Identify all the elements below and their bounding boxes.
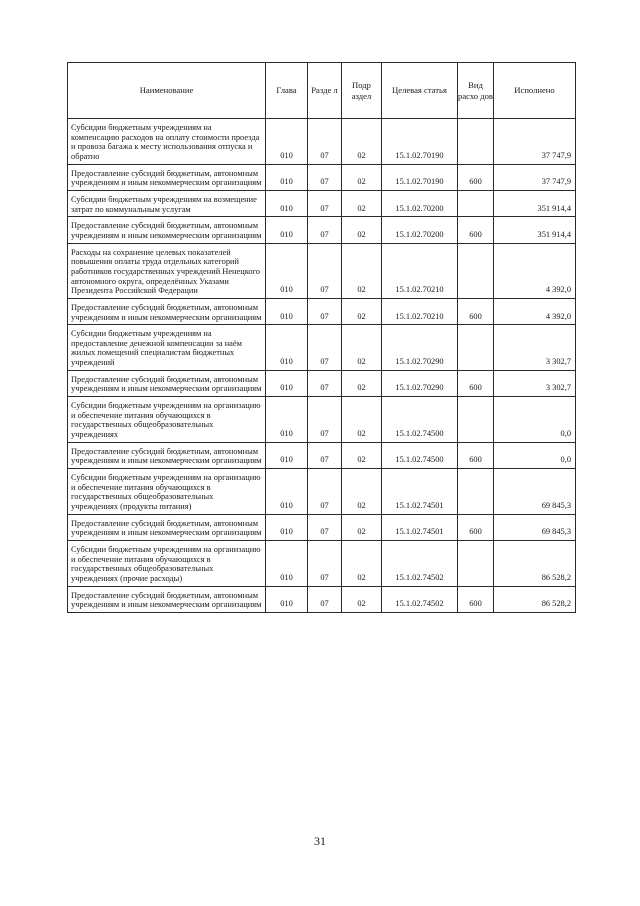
cell-section: 07 [308, 540, 342, 586]
cell-name: Субсидии бюджетным учреждениям на организацию и обеспечение питания обучающихся в государственных общеобразовательных учреждениях [68, 397, 266, 443]
cell-name: Предоставление субсидий бюджетным, автономным учреждениям и иным некоммерческим организациям [68, 514, 266, 540]
cell-executed: 37 747,9 [494, 164, 576, 190]
cell-subsection: 02 [342, 397, 382, 443]
header-target: Целевая статья [382, 63, 458, 119]
cell-chapter: 010 [266, 540, 308, 586]
table-row [68, 397, 576, 443]
cell-executed: 3 302,7 [494, 370, 576, 396]
cell-subsection: 02 [342, 243, 382, 298]
cell-chapter: 010 [266, 370, 308, 396]
cell-expense-type [458, 397, 494, 443]
cell-chapter: 010 [266, 298, 308, 324]
cell-expense-type [458, 540, 494, 586]
cell-expense-type: 600 [458, 298, 494, 324]
cell-name: Предоставление субсидий бюджетным, автономным учреждениям и иным некоммерческим организациям [68, 298, 266, 324]
cell-target: 15.1.02.70200 [382, 217, 458, 243]
cell-executed: 4 392,0 [494, 243, 576, 298]
cell-chapter: 010 [266, 397, 308, 443]
cell-name: Субсидии бюджетным учреждениям на предоставление денежной компенсации за наём жилых помещений специалистам бюджетных учреждений [68, 325, 266, 371]
cell-section: 07 [308, 514, 342, 540]
table-row [68, 469, 576, 515]
cell-subsection: 02 [342, 586, 382, 612]
cell-subsection: 02 [342, 370, 382, 396]
cell-executed: 0,0 [494, 397, 576, 443]
cell-executed: 3 302,7 [494, 325, 576, 371]
header-name: Наименование [68, 63, 266, 119]
cell-name: Субсидии бюджетным учреждениям на организацию и обеспечение питания обучающихся в государственных общеобразовательных учреждениях (продукты питания) [68, 469, 266, 515]
cell-subsection: 02 [342, 190, 382, 216]
header-section: Разде л [308, 63, 342, 119]
cell-chapter: 010 [266, 164, 308, 190]
cell-target: 15.1.02.70210 [382, 298, 458, 324]
cell-target: 15.1.02.74500 [382, 442, 458, 468]
cell-chapter: 010 [266, 586, 308, 612]
cell-chapter: 010 [266, 514, 308, 540]
cell-section: 07 [308, 586, 342, 612]
cell-name: Расходы на сохранение целевых показателей повышения оплаты труда отдельных категорий работников государственных учреждений Ненецкого автономного округа, определённых Указами Президента Российской Федерации [68, 243, 266, 298]
budget-table-container [67, 62, 575, 613]
cell-expense-type [458, 469, 494, 515]
cell-executed: 86 528,2 [494, 540, 576, 586]
cell-name: Предоставление субсидий бюджетным, автономным учреждениям и иным некоммерческим организациям [68, 442, 266, 468]
table-row [68, 514, 576, 540]
cell-expense-type: 600 [458, 514, 494, 540]
cell-section: 07 [308, 397, 342, 443]
table-body [68, 119, 576, 613]
header-chapter: Глава [266, 63, 308, 119]
cell-subsection: 02 [342, 514, 382, 540]
cell-name: Предоставление субсидий бюджетным, автономным учреждениям и иным некоммерческим организациям [68, 370, 266, 396]
cell-chapter: 010 [266, 119, 308, 165]
cell-chapter: 010 [266, 325, 308, 371]
table-header-row [68, 63, 576, 119]
table-row [68, 442, 576, 468]
header-expense-type: Вид расхо дов [458, 63, 494, 119]
cell-expense-type: 600 [458, 370, 494, 396]
table-row [68, 119, 576, 165]
table-row [68, 586, 576, 612]
cell-section: 07 [308, 370, 342, 396]
cell-section: 07 [308, 164, 342, 190]
cell-section: 07 [308, 298, 342, 324]
cell-expense-type [458, 190, 494, 216]
cell-chapter: 010 [266, 469, 308, 515]
cell-target: 15.1.02.70200 [382, 190, 458, 216]
cell-target: 15.1.02.74500 [382, 397, 458, 443]
cell-expense-type [458, 325, 494, 371]
cell-subsection: 02 [342, 217, 382, 243]
table-row [68, 190, 576, 216]
cell-chapter: 010 [266, 217, 308, 243]
table-row [68, 370, 576, 396]
cell-target: 15.1.02.74501 [382, 469, 458, 515]
cell-expense-type: 600 [458, 164, 494, 190]
cell-subsection: 02 [342, 325, 382, 371]
cell-target: 15.1.02.70290 [382, 370, 458, 396]
cell-name: Субсидии бюджетным учреждениям на компенсацию расходов на оплату стоимости проезда и провоза багажа к месту использования отпуска и обратно [68, 119, 266, 165]
cell-chapter: 010 [266, 243, 308, 298]
table-row [68, 243, 576, 298]
cell-name: Субсидии бюджетным учреждениям на возмещение затрат по коммунальным услугам [68, 190, 266, 216]
cell-section: 07 [308, 469, 342, 515]
cell-executed: 4 392,0 [494, 298, 576, 324]
table-row [68, 217, 576, 243]
cell-section: 07 [308, 190, 342, 216]
header-executed: Исполнено [494, 63, 576, 119]
cell-expense-type: 600 [458, 586, 494, 612]
cell-section: 07 [308, 243, 342, 298]
cell-executed: 351 914,4 [494, 190, 576, 216]
cell-chapter: 010 [266, 190, 308, 216]
cell-section: 07 [308, 325, 342, 371]
cell-target: 15.1.02.74501 [382, 514, 458, 540]
cell-target: 15.1.02.70210 [382, 243, 458, 298]
table-row [68, 298, 576, 324]
cell-executed: 37 747,9 [494, 119, 576, 165]
cell-section: 07 [308, 217, 342, 243]
table-row [68, 540, 576, 586]
budget-table [67, 62, 576, 613]
cell-executed: 351 914,4 [494, 217, 576, 243]
cell-subsection: 02 [342, 469, 382, 515]
cell-subsection: 02 [342, 164, 382, 190]
cell-executed: 86 528,2 [494, 586, 576, 612]
cell-name: Предоставление субсидий бюджетным, автономным учреждениям и иным некоммерческим организациям [68, 164, 266, 190]
cell-chapter: 010 [266, 442, 308, 468]
cell-subsection: 02 [342, 540, 382, 586]
cell-expense-type [458, 119, 494, 165]
cell-expense-type: 600 [458, 442, 494, 468]
cell-section: 07 [308, 119, 342, 165]
cell-target: 15.1.02.74502 [382, 586, 458, 612]
cell-subsection: 02 [342, 119, 382, 165]
cell-section: 07 [308, 442, 342, 468]
cell-name: Предоставление субсидий бюджетным, автономным учреждениям и иным некоммерческим организациям [68, 217, 266, 243]
cell-expense-type [458, 243, 494, 298]
cell-target: 15.1.02.70290 [382, 325, 458, 371]
cell-target: 15.1.02.74502 [382, 540, 458, 586]
header-subsection: Подр аздел [342, 63, 382, 119]
cell-expense-type: 600 [458, 217, 494, 243]
cell-subsection: 02 [342, 442, 382, 468]
cell-executed: 0,0 [494, 442, 576, 468]
table-row [68, 164, 576, 190]
cell-name: Предоставление субсидий бюджетным, автономным учреждениям и иным некоммерческим организациям [68, 586, 266, 612]
table-row [68, 325, 576, 371]
cell-executed: 69 845,3 [494, 469, 576, 515]
cell-target: 15.1.02.70190 [382, 119, 458, 165]
cell-subsection: 02 [342, 298, 382, 324]
cell-target: 15.1.02.70190 [382, 164, 458, 190]
cell-executed: 69 845,3 [494, 514, 576, 540]
page-number: 31 [314, 834, 326, 848]
cell-name: Субсидии бюджетным учреждениям на организацию и обеспечение питания обучающихся в государственных общеобразовательных учреждениях (прочие расходы) [68, 540, 266, 586]
